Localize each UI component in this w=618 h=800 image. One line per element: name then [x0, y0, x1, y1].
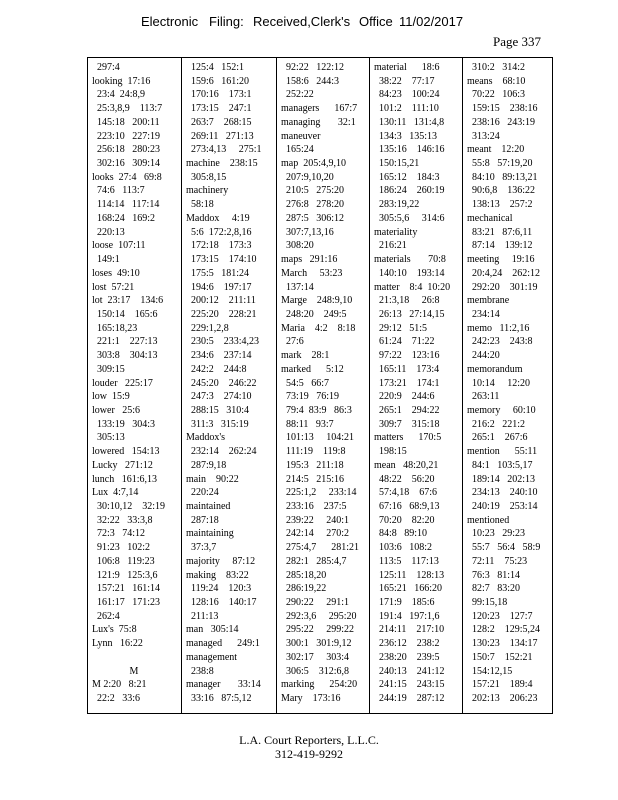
index-line: Marge 248:9,10 [281, 295, 353, 307]
index-line: 238:16 243:19 [467, 116, 536, 128]
index-line: 302:16 309:14 [92, 158, 161, 170]
index-column-3 [281, 61, 371, 706]
index-line: 38:22 77:17 [374, 75, 435, 87]
index-line: 103:6 108:2 [374, 542, 433, 554]
index-line: looks 27:4 69:8 [92, 171, 162, 183]
index-column-1 [92, 61, 182, 706]
index-line: 211:13 [186, 610, 219, 622]
index-line: 262:4 [92, 610, 120, 622]
index-column-2 [186, 61, 276, 706]
index-line: 282:1 285:4,7 [281, 555, 347, 567]
index-line: 165:18,23 [92, 322, 138, 334]
index-line: 287:18 [186, 514, 219, 526]
index-line: 134:3 135:13 [374, 130, 438, 142]
index-line: 128:2 129:5,24 [467, 624, 541, 636]
index-line: 22:2 33:6 [92, 693, 141, 705]
index-line: Maddox's [186, 432, 226, 444]
index-line: 106:8 119:23 [92, 555, 155, 567]
index-line: 140:10 193:14 [374, 267, 445, 279]
index-line: 99:15,18 [467, 597, 508, 609]
index-line: 252:22 [281, 89, 314, 101]
index-line: 210:5 275:20 [281, 185, 345, 197]
index-line: 189:14 202:13 [467, 473, 536, 485]
index-line: Maddox 4:19 [186, 212, 250, 224]
index-line: 61:24 71:22 [374, 336, 435, 348]
index-line: Lucky 271:12 [92, 459, 153, 471]
index-line: 303:8 304:13 [92, 350, 158, 362]
index-line: 214:5 215:16 [281, 473, 345, 485]
index-line: making 83:22 [186, 569, 249, 581]
index-line: 230:5 233:4,23 [186, 336, 260, 348]
index-line: 276:8 278:20 [281, 199, 345, 211]
index-line: 135:16 146:16 [374, 144, 445, 156]
index-line: lunch 161:6,13 [92, 473, 157, 485]
index-line: 308:20 [281, 240, 314, 252]
index-line: 70:22 106:3 [467, 89, 526, 101]
index-line: 10:14 12:20 [467, 377, 531, 389]
index-line: 157:21 161:14 [92, 583, 161, 595]
index-line: maintained [186, 501, 231, 512]
index-line: meant 12:20 [467, 144, 525, 156]
index-line: 200:12 211:11 [186, 295, 256, 307]
index-line: 150:7 152:21 [467, 651, 533, 663]
index-line: 87:14 139:12 [467, 240, 533, 252]
index-line: 220:13 [92, 226, 125, 238]
index-line: M 2:20 8:21 [92, 679, 147, 691]
index-line: 84:1 103:5,17 [467, 459, 533, 471]
index-line: low 15:9 [92, 391, 130, 403]
index-line: 172:18 173:3 [186, 240, 252, 252]
index-line: 269:11 271:13 [186, 130, 254, 142]
index-line: 130:23 134:17 [467, 638, 538, 650]
index-line: 240:19 253:14 [467, 501, 538, 512]
index-line: 265:1 294:22 [374, 404, 440, 416]
index-line: 194:6 197:17 [186, 281, 252, 293]
index-line: 302:17 303:4 [281, 651, 350, 663]
index-line: 165:21 166:20 [374, 583, 443, 595]
index-line: 91:23 102:2 [92, 542, 151, 554]
index-line: 101:13 104:21 [281, 432, 355, 444]
index-line: majority 87:12 [186, 555, 256, 567]
index-line: 232:14 262:24 [186, 446, 257, 458]
index-line: 229:1,2,8 [186, 322, 229, 334]
index-line: Lux's 75:8 [92, 624, 137, 636]
index-line: 309:7 315:18 [374, 418, 440, 430]
index-line: meeting 19:16 [467, 254, 535, 266]
index-line: M [92, 665, 139, 677]
index-line: 287:5 306:12 [281, 212, 345, 224]
index-line: 248:20 249:5 [281, 308, 347, 320]
index-line: 309:15 [92, 363, 125, 375]
index-line: 57:4,18 67:6 [374, 487, 438, 499]
index-line: managing 32:1 [281, 116, 356, 128]
index-line: 244:20 [467, 350, 500, 362]
index-line: maneuver [281, 130, 321, 142]
index-line: 234:14 [467, 308, 500, 320]
index-line: machine 238:15 [186, 158, 258, 170]
index-line: 173:21 174:1 [374, 377, 440, 389]
index-line: management [186, 651, 238, 663]
index-line: 305:5,6 314:6 [374, 212, 445, 224]
index-line: man 305:14 [186, 624, 239, 636]
index-column-4 [374, 61, 464, 706]
index-line: lowered 154:13 [92, 446, 160, 458]
index-line: 159:6 161:20 [186, 75, 250, 87]
index-line: 72:3 74:12 [92, 528, 146, 540]
index-line: 48:22 56:20 [374, 473, 435, 485]
index-line: louder 225:17 [92, 377, 153, 389]
index-line: 236:12 238:2 [374, 638, 440, 650]
index-line: material 18:6 [374, 62, 440, 73]
index-line: 220:9 244:6 [374, 391, 435, 403]
index-line: 283:19,22 [374, 199, 420, 211]
index-line: maintaining [186, 528, 234, 540]
index-line: 145:18 200:11 [92, 116, 160, 128]
index-line: lot 23:17 134:6 [92, 295, 164, 307]
index-line: 241:15 243:15 [374, 679, 445, 691]
index-line: 295:22 299:22 [281, 624, 355, 636]
index-line: loses 49:10 [92, 267, 140, 279]
index-line: mention 55:11 [467, 446, 538, 458]
index-line: 233:16 237:5 [281, 501, 347, 512]
index-line: 242:14 270:2 [281, 528, 350, 540]
index-line: 79:4 83:9 86:3 [281, 404, 352, 416]
index-line: main 90:22 [186, 473, 239, 485]
index-line: 311:3 315:19 [186, 418, 249, 430]
index-line: 165:24 [281, 144, 314, 156]
index-line: 111:19 119:8 [281, 446, 346, 458]
index-line: 165:12 184:3 [374, 171, 440, 183]
index-line: 30:10,12 32:19 [92, 501, 166, 512]
index-line: maps 291:16 [281, 254, 338, 266]
index-line: 58:18 [186, 199, 214, 211]
index-line: 128:16 140:17 [186, 597, 257, 609]
index-line: 165:11 173:4 [374, 363, 440, 375]
header-date: 11/02/2017 [399, 14, 464, 29]
index-line: 186:24 260:19 [374, 185, 445, 197]
index-line: 138:13 257:2 [467, 199, 533, 211]
index-line: 125:11 128:13 [374, 569, 445, 581]
index-line: mean 48:20,21 [374, 459, 439, 471]
index-line: 25:3,8,9 113:7 [92, 103, 163, 115]
index-line: 70:20 82:20 [374, 514, 435, 526]
index-line: 239:22 240:1 [281, 514, 350, 526]
index-line: 191:4 197:1,6 [374, 610, 440, 622]
index-line: 101:2 111:10 [374, 103, 439, 115]
index-line: 245:20 246:22 [186, 377, 257, 389]
index-line: memory 60:10 [467, 404, 536, 416]
index-line: map 205:4,9,10 [281, 158, 346, 170]
index-line: 287:9,18 [186, 459, 227, 471]
index-line: 5:6 172:2,8,16 [186, 226, 252, 238]
index-line: 195:3 211:18 [281, 459, 344, 471]
footer-phone: 312-419-9292 [275, 747, 343, 761]
index-line: 263:7 268:15 [186, 116, 252, 128]
index-line: lost 57:21 [92, 281, 135, 293]
index-line: marking 254:20 [281, 679, 358, 691]
index-line: 234:13 240:10 [467, 487, 538, 499]
index-line: 157:21 189:4 [467, 679, 533, 691]
index-line: 55:8 57:19,20 [467, 158, 533, 170]
index-line: 216:2 221:2 [467, 418, 526, 430]
index-line: 286:19,22 [281, 583, 327, 595]
index-line: 84:10 89:13,21 [467, 171, 538, 183]
index-line: mark 28:1 [281, 350, 330, 362]
header-office: Office [359, 14, 393, 29]
index-line: 20:4,24 262:12 [467, 267, 541, 279]
index-line: materiality [374, 226, 418, 238]
index-line: 171:9 185:6 [374, 597, 435, 609]
index-line: 234:6 237:14 [186, 350, 252, 362]
index-line: 214:11 217:10 [374, 624, 445, 636]
index-line: 310:2 314:2 [467, 62, 526, 73]
index-line: 149:1 [92, 254, 120, 266]
index-line: 221:1 227:13 [92, 336, 158, 348]
index-line: 242:2 244:8 [186, 363, 247, 375]
index-line: 119:24 120:3 [186, 583, 252, 595]
index-line: marked 5:12 [281, 363, 344, 375]
index-line: 220:24 [186, 487, 219, 499]
index-line: matters 170:5 [374, 432, 442, 444]
index-line: 297:4 [92, 62, 120, 73]
index-line: 244:19 287:12 [374, 693, 445, 705]
index-line: 21:3,18 26:8 [374, 295, 440, 307]
index-line: 170:16 173:1 [186, 89, 252, 101]
index-line: 10:23 29:23 [467, 528, 526, 540]
index-line: 97:22 123:16 [374, 350, 440, 362]
index-line: 292:20 301:19 [467, 281, 538, 293]
index-line: means 68:10 [467, 75, 526, 87]
index-line: 161:17 171:23 [92, 597, 161, 609]
index-line: 73:19 76:19 [281, 391, 340, 403]
index-line: 88:11 93:7 [281, 418, 334, 430]
index-line: 84:8 89:10 [374, 528, 428, 540]
header-electronic: Electronic [141, 14, 199, 29]
index-line: 159:15 238:16 [467, 103, 538, 115]
index-line: 67:16 68:9,13 [374, 501, 440, 512]
index-line: 74:6 113:7 [92, 185, 145, 197]
index-line: 263:11 [467, 391, 500, 403]
index-line: 158:6 244:3 [281, 75, 340, 87]
index-line: 307:7,13,16 [281, 226, 334, 238]
index-line: 238:20 239:5 [374, 651, 440, 663]
index-line: 29:12 51:5 [374, 322, 428, 334]
index-line: 223:10 227:19 [92, 130, 161, 142]
index-line: 26:13 27:14,15 [374, 308, 445, 320]
index-line: 54:5 66:7 [281, 377, 330, 389]
index-line: 216:21 [374, 240, 407, 252]
index-line: 225:20 228:21 [186, 308, 257, 320]
index-line: 82:7 83:20 [467, 583, 521, 595]
index-line: looking 17:16 [92, 75, 151, 87]
index-line [92, 651, 182, 665]
index-line: Maria 4:2 8:18 [281, 322, 356, 334]
index-line: 121:9 125:3,6 [92, 569, 158, 581]
index-line: mechanical [467, 212, 513, 224]
index-line: 247:3 274:10 [186, 391, 252, 403]
index-line: 207:9,10,20 [281, 171, 334, 183]
index-line: 300:1 301:9,12 [281, 638, 352, 650]
index-line: 23:4 24:8,9 [92, 89, 146, 101]
index-line: matter 8:4 10:20 [374, 281, 451, 293]
index-column-5 [467, 61, 557, 706]
index-line: 292:3,6 295:20 [281, 610, 357, 622]
index-line: 150:15,21 [374, 158, 420, 170]
index-line: 113:5 117:13 [374, 555, 439, 567]
index-line: 173:15 247:1 [186, 103, 252, 115]
index-line: 198:15 [374, 446, 407, 458]
index-line: 55:7 56:4 58:9 [467, 542, 541, 554]
index-line: 150:14 165:6 [92, 308, 158, 320]
column-divider [276, 57, 277, 714]
index-line: membrane [467, 295, 510, 307]
index-line: mentioned [467, 514, 510, 526]
footer-company: L.A. Court Reporters, L.L.C. [239, 733, 379, 747]
index-line: 133:19 304:3 [92, 418, 156, 430]
index-line: 120:23 127:7 [467, 610, 533, 622]
index-line: 130:11 131:4,8 [374, 116, 445, 128]
index-line: 76:3 81:14 [467, 569, 521, 581]
index-line: materials 70:8 [374, 254, 446, 266]
index-line: memorandum [467, 363, 523, 375]
index-line: 305:8,15 [186, 171, 227, 183]
index-line: 173:15 174:10 [186, 254, 257, 266]
index-line: 306:5 312:6,8 [281, 665, 350, 677]
index-line: lower 25:6 [92, 404, 141, 416]
index-line: March 53:23 [281, 267, 343, 279]
index-line: Lynn 16:22 [92, 638, 143, 650]
index-line: 275:4,7 281:21 [281, 542, 360, 554]
index-line: 175:5 181:24 [186, 267, 250, 279]
index-line: 242:23 243:8 [467, 336, 533, 348]
index-line: managed 249:1 [186, 638, 260, 650]
index-line: 240:13 241:12 [374, 665, 445, 677]
index-line: 72:11 75:23 [467, 555, 528, 567]
index-line: 27:6 [281, 336, 304, 348]
index-line: 265:1 267:6 [467, 432, 528, 444]
index-line: 33:16 87:5,12 [186, 693, 252, 705]
index-line: 313:24 [467, 130, 500, 142]
index-line: 154:12,15 [467, 665, 513, 677]
header-filing: Filing: [209, 14, 244, 29]
index-line: 92:22 122:12 [281, 62, 345, 73]
index-line: 285:18,20 [281, 569, 327, 581]
index-line: 168:24 169:2 [92, 212, 156, 224]
index-line: 84:23 100:24 [374, 89, 440, 101]
index-line: Mary 173:16 [281, 693, 341, 705]
page-number: Page 337 [493, 34, 542, 49]
index-line: manager 33:14 [186, 679, 261, 691]
index-line: 256:18 280:23 [92, 144, 161, 156]
index-line: memo 11:2,16 [467, 322, 530, 334]
index-line: 290:22 291:1 [281, 597, 350, 609]
index-line: Lux 4:7,14 [92, 487, 139, 499]
index-line: machinery [186, 185, 229, 197]
index-line: 83:21 87:6,11 [467, 226, 533, 238]
index-line: 125:4 152:1 [186, 62, 245, 73]
index-line: 273:4,13 275:1 [186, 144, 262, 156]
index-line: 288:15 310:4 [186, 404, 250, 416]
index-line: managers 167:7 [281, 103, 358, 115]
index-line: 37:3,7 [186, 542, 217, 554]
index-line: 202:13 206:23 [467, 693, 538, 705]
header-received: Received,Clerk's [253, 14, 351, 29]
index-line: 90:6,8 136:22 [467, 185, 536, 197]
index-line: loose 107:11 [92, 240, 146, 252]
index-line: 114:14 117:14 [92, 199, 160, 211]
index-line: 225:1,2 233:14 [281, 487, 357, 499]
index-line: 137:14 [281, 281, 314, 293]
index-line: 305:13 [92, 432, 125, 444]
index-line: 238:8 [186, 665, 214, 677]
index-line: 32:22 33:3,8 [92, 514, 153, 526]
